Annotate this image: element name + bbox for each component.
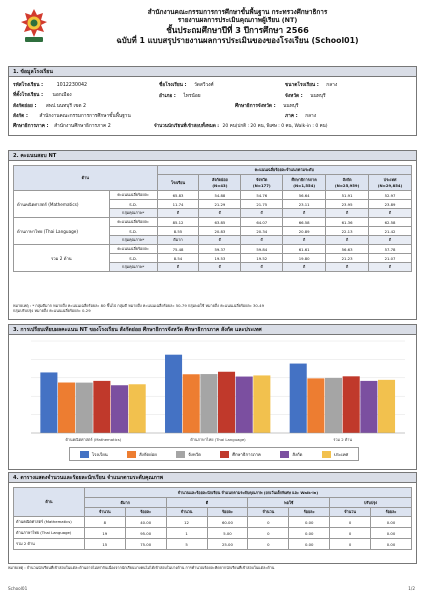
affiliation-value: สพป.นนทบุรี เขต 2	[45, 104, 87, 109]
dept-label: สังกัด :	[13, 114, 28, 119]
table-cell: 75.48	[157, 245, 199, 254]
subject-cell: ด้านภาษาไทย (Thai Language)	[14, 218, 110, 245]
nt-scores-section	[8, 150, 417, 320]
table-cell: ดี	[283, 263, 326, 272]
scores-note-line-2: กลุ่มปรับปรุง หมายถึง คะแนนเฉลี่ยร้อยละ 0-29	[13, 308, 91, 313]
table-cell: 22.13	[326, 227, 369, 236]
chart-bar	[129, 384, 146, 433]
table-row	[14, 528, 412, 539]
province-label: จังหวัด :	[285, 94, 303, 99]
chart-bar	[360, 381, 377, 433]
legend-label: สังกัดย่อย	[139, 452, 157, 458]
table-row	[14, 539, 412, 550]
affiliation-row	[13, 104, 86, 110]
legend-item	[280, 451, 302, 458]
header-line-3: ชั้นประถมศึกษาปีที่ 3 ปีการศึกษา 2566	[166, 25, 309, 35]
school-code-value: 1012230042	[56, 83, 88, 88]
table-cell: ดี	[199, 263, 241, 272]
table-cell: 25.00	[207, 539, 248, 550]
quality-levels-table	[13, 487, 412, 550]
legend-label: โรงเรียน	[91, 452, 108, 458]
column-header: โรงเรียน	[157, 175, 199, 191]
dept-value: สำนักงานคณะกรรมการการศึกษาขั้นพื้นฐาน	[39, 114, 131, 119]
pct-header: ร้อยละ	[289, 508, 330, 517]
table-cell: 95.00	[125, 528, 166, 539]
count-header: จำนวน	[248, 508, 289, 517]
school-code-label: รหัสโรงเรียน :	[13, 83, 44, 88]
table-cell: 20.89	[283, 227, 326, 236]
row-label: คะแนนเฉลี่ยร้อยละ	[109, 218, 157, 227]
table-cell: 60.00	[207, 517, 248, 528]
table-cell: 0.00	[289, 528, 330, 539]
table-cell: 12	[166, 517, 207, 528]
nt-scores-title: 2. คะแนนสอบ NT	[9, 151, 416, 161]
school-size-label: ขนาดโรงเรียน :	[285, 83, 319, 88]
header-line-1: สำนักงานคณะกรรมการการศึกษาขั้นพื้นฐาน กระทรวงศึกษาธิการ	[147, 8, 328, 16]
x-tick-label: ด้านคณิตศาสตร์ (Mathematics)	[65, 437, 122, 442]
table-cell: ดี	[241, 236, 283, 245]
table-cell: 23.89	[369, 200, 412, 209]
dept-row	[13, 114, 131, 120]
table-cell: 57.78	[369, 245, 412, 254]
legend-label: ศึกษาธิการภาค	[232, 452, 261, 458]
legend-item	[127, 451, 157, 458]
table-cell: ดี	[369, 263, 412, 272]
region-label: ภาค :	[285, 114, 298, 119]
chart-bar	[378, 380, 395, 433]
legend-swatch	[220, 451, 229, 458]
table-cell: 19.80	[283, 254, 326, 263]
row-label: S.D.	[109, 254, 157, 263]
table-cell: 59.37	[199, 245, 241, 254]
quality-group-header: จำนวนและร้อยละนักเรียน จำแนกตามระดับคุณภาพ (ยกเว้นเด็กพิเศษ และ Walk-in)	[84, 488, 411, 498]
column-header: จังหวัด (N=177)	[241, 175, 283, 191]
table-cell: 21.23	[326, 254, 369, 263]
edu-region-row	[13, 124, 111, 130]
chart-bar	[200, 374, 217, 433]
affiliation-label: สังกัดย่อย :	[13, 104, 37, 109]
table-cell: 0.00	[289, 539, 330, 550]
chart-bar	[76, 383, 93, 433]
table-cell: 0.00	[371, 539, 412, 550]
subject-cell: ด้านภาษาไทย (Thai Language)	[14, 528, 85, 539]
school-size-value: กลาง	[326, 83, 338, 88]
column-header: ประเทศ (N=29,854)	[369, 175, 412, 191]
footer-school-code: School01	[8, 586, 28, 591]
table-cell: 63.85	[199, 218, 241, 227]
table-cell: 0	[330, 517, 371, 528]
ministry-emblem-icon	[20, 8, 48, 44]
legend-swatch	[280, 451, 289, 458]
table-cell: 0.00	[289, 517, 330, 528]
school-name-row	[159, 83, 214, 89]
table-cell: ดี	[369, 236, 412, 245]
subject-cell: รวม 2 ด้าน	[14, 245, 110, 272]
chart-bar	[307, 378, 324, 433]
school-info-title: 1. ข้อมูลโรงเรียน	[9, 67, 416, 77]
subject-cell: รวม 2 ด้าน	[14, 539, 85, 550]
comparison-bar-chart	[13, 337, 413, 443]
chart-bar	[290, 364, 307, 433]
row-label: คะแนนเฉลี่ยร้อยละ	[109, 191, 157, 200]
district-row	[159, 94, 201, 100]
table-cell: ดี	[326, 209, 369, 218]
chart-bar	[183, 374, 200, 433]
table-cell: 0	[330, 539, 371, 550]
chart-bar	[325, 378, 342, 433]
table-row	[14, 191, 412, 200]
table-cell: ดี	[283, 236, 326, 245]
column-header: สังกัด (N=25,959)	[326, 175, 369, 191]
chart-bar	[40, 372, 57, 433]
table-cell: 66.58	[283, 218, 326, 227]
table-cell: 75.00	[125, 539, 166, 550]
table-cell: 56.64	[283, 191, 326, 200]
table-cell: 52.97	[369, 191, 412, 200]
table-cell: 15	[84, 539, 125, 550]
school-code-row	[13, 83, 87, 89]
region-office-label: ศึกษาธิการจังหวัด :	[235, 104, 276, 109]
school-name-label: ชื่อโรงเรียน :	[159, 83, 187, 88]
region-row	[285, 114, 316, 120]
header-line-2: รายงานผลการประเมินคุณภาพผู้เรียน (NT)	[177, 16, 298, 24]
table-cell: 8.55	[157, 227, 199, 236]
table-row	[14, 517, 412, 528]
table-cell: 51.91	[326, 191, 369, 200]
count-header: จำนวน	[84, 508, 125, 517]
legend-item	[322, 451, 348, 458]
quality-note: หมายเหตุ : จำนวนนักเรียนที่เข้าสอบในแต่ละด้านอาจไม่เท่ากันเนื่องจากนักเรียนบางคนไม่ได้เข้าสอบในบางด้าน การคำนวณร้อยละคิดจากนักเรียนที่เข้าสอบในแต่ละด้าน	[8, 566, 275, 570]
x-tick-label: ด้านภาษาไทย (Thai Language)	[190, 437, 246, 442]
subject-header: ด้าน	[14, 166, 158, 191]
legend-item	[176, 451, 201, 458]
table-cell: 54.88	[199, 191, 241, 200]
district-value: ไทรน้อย	[183, 94, 201, 99]
table-cell: 64.07	[241, 218, 283, 227]
table-cell: 0	[248, 517, 289, 528]
table-cell: 19.53	[199, 254, 241, 263]
table-cell: ดี	[241, 209, 283, 218]
table-cell: ดีมาก	[157, 236, 199, 245]
province-row	[285, 94, 326, 100]
subject-cell: ด้านคณิตศาสตร์ (Mathematics)	[14, 191, 110, 218]
quality-levels-section	[8, 472, 417, 564]
table-cell: 8.54	[157, 254, 199, 263]
chart-bar	[165, 355, 182, 433]
table-cell: ดี	[199, 209, 241, 218]
comparison-chart-section	[8, 324, 417, 470]
score-group-header: คะแนนเฉลี่ยร้อยละจำแนกตามระดับ	[157, 166, 411, 175]
edu-region-label: ศึกษาธิการภาค :	[13, 124, 49, 129]
table-cell: 0.00	[371, 517, 412, 528]
school-info-section	[8, 66, 417, 136]
table-cell: 20.83	[199, 227, 241, 236]
region-office-row	[235, 104, 299, 110]
table-cell: 23.11	[283, 200, 326, 209]
table-cell: 21.75	[241, 200, 283, 209]
students-value: 20 คน(ปกติ : 20 คน, พิเศษ : 0 คน, Walk-in : 0 คน)	[222, 124, 328, 129]
row-label: S.D.	[109, 200, 157, 209]
x-tick-label: รวม 2 ด้าน	[333, 437, 353, 442]
school-name-value: วัดสวีวงศ์	[194, 83, 214, 88]
row-label: คะแนนเฉลี่ยร้อยละ	[109, 245, 157, 254]
district-label: อำเภอ :	[159, 94, 176, 99]
quality-subject-header: ด้าน	[14, 488, 85, 517]
table-cell: 54.76	[241, 191, 283, 200]
table-cell: 21.29	[199, 200, 241, 209]
report-header	[0, 2, 425, 64]
table-cell: 62.58	[369, 218, 412, 227]
scores-note	[13, 303, 413, 313]
table-cell: ดี	[157, 209, 199, 218]
chart-bar	[253, 375, 270, 433]
chart-bar	[343, 376, 360, 433]
row-label: กลุ่มคุณภาพ*	[109, 236, 157, 245]
legend-swatch	[176, 451, 185, 458]
table-cell: 11.74	[157, 200, 199, 209]
table-cell: 85.12	[157, 218, 199, 227]
table-cell: ดี	[369, 209, 412, 218]
table-cell: 23.95	[326, 200, 369, 209]
level-header: ปรับปรุง	[330, 498, 412, 508]
legend-item	[220, 451, 261, 458]
table-row	[14, 245, 412, 254]
table-row	[14, 218, 412, 227]
row-label: กลุ่มคุณภาพ*	[109, 209, 157, 218]
table-cell: 1	[166, 528, 207, 539]
chart-section-title: 3. การเปรียบเทียบผลคะแนน NT ของโรงเรียน สังกัดย่อย ศึกษาธิการจังหวัด ศึกษาธิการภาค สังกัด และประเทศ	[9, 325, 416, 335]
table-cell: 19.52	[241, 254, 283, 263]
nt-scores-table	[13, 165, 412, 272]
header-line-4: ฉบับที่ 1 แบบสรุปรายงานผลการประเมินของของโรงเรียน (School01)	[116, 36, 359, 45]
table-cell: 40.00	[125, 517, 166, 528]
chart-bar	[111, 385, 128, 433]
table-cell: ดี	[283, 209, 326, 218]
quality-levels-title: 4. ตารางแสดงจำนวนและร้อยละนักเรียน จำแนกตามระดับคุณภาพ	[9, 473, 416, 483]
column-header: สังกัดย่อย (N=43)	[199, 175, 241, 191]
legend-swatch	[80, 451, 89, 458]
table-cell: 20.34	[241, 227, 283, 236]
chart-bar	[236, 377, 253, 433]
table-cell: ดี	[241, 263, 283, 272]
pct-header: ร้อยละ	[207, 508, 248, 517]
chart-bar	[93, 381, 110, 433]
chart-bar	[58, 383, 75, 433]
chart-legend	[69, 447, 359, 461]
table-cell: 0	[330, 528, 371, 539]
students-label: จำนวนนักเรียนที่เข้าสอบทั้งหมด :	[154, 124, 220, 129]
table-cell: 21.42	[369, 227, 412, 236]
legend-label: จังหวัด	[188, 452, 201, 458]
region-value: กลาง	[305, 114, 317, 119]
table-cell: 5.00	[207, 528, 248, 539]
table-cell: 61.61	[283, 245, 326, 254]
table-cell: ดี	[326, 263, 369, 272]
scores-note-line-1: หมายเหตุ : * กลุ่มดีมาก หมายถึง คะแนนเฉลี่ยร้อยละ 80 ขึ้นไป กลุ่มดี หมายถึง คะแนนเฉลี่ยร้อยละ 50-79 กลุ่มพอใช้ หมายถึง คะแนนเฉลี่ยร้อยละ 30-49	[13, 303, 265, 308]
table-cell: ดี	[157, 263, 199, 272]
level-header: ดีมาก	[84, 498, 166, 508]
legend-label: ประเทศ	[333, 452, 349, 458]
table-cell: 56.63	[326, 245, 369, 254]
table-cell: 21.07	[369, 254, 412, 263]
subject-cell: ด้านคณิตศาสตร์ (Mathematics)	[14, 517, 85, 528]
location-value: นอกเมือง	[52, 93, 72, 98]
level-header: ดี	[166, 498, 248, 508]
row-label: กลุ่มคุณภาพ*	[109, 263, 157, 272]
students-row	[154, 124, 328, 130]
count-header: จำนวน	[166, 508, 207, 517]
table-cell: 19	[84, 528, 125, 539]
table-cell: ดี	[326, 236, 369, 245]
table-cell: 0.00	[371, 528, 412, 539]
region-office-value: นนทบุรี	[283, 104, 299, 109]
table-cell: 8	[84, 517, 125, 528]
chart-bar	[218, 372, 235, 433]
row-label: S.D.	[109, 227, 157, 236]
legend-label: สังกัด	[292, 452, 303, 458]
location-label: ที่ตั้งโรงเรียน :	[13, 93, 44, 98]
legend-swatch	[322, 451, 331, 458]
column-header: ศึกษาธิการภาค (N=1,554)	[283, 175, 326, 191]
table-cell: 61.36	[326, 218, 369, 227]
edu-region-value: สำนักงานศึกษาธิการภาค 2	[54, 124, 111, 129]
school-size-row	[285, 83, 337, 89]
table-cell: 59.84	[241, 245, 283, 254]
pct-header: ร้อยละ	[125, 508, 166, 517]
table-cell: 5	[166, 539, 207, 550]
table-cell: 0	[248, 539, 289, 550]
level-header: พอใช้	[248, 498, 330, 508]
province-value: นนทบุรี	[310, 94, 326, 99]
table-cell: ดี	[199, 236, 241, 245]
legend-swatch	[127, 451, 136, 458]
pct-header: ร้อยละ	[371, 508, 412, 517]
table-cell: 65.83	[157, 191, 199, 200]
page-number: 1/2	[408, 586, 415, 591]
legend-item	[80, 451, 108, 458]
location-row	[13, 93, 72, 99]
count-header: จำนวน	[330, 508, 371, 517]
table-cell: 0	[248, 528, 289, 539]
